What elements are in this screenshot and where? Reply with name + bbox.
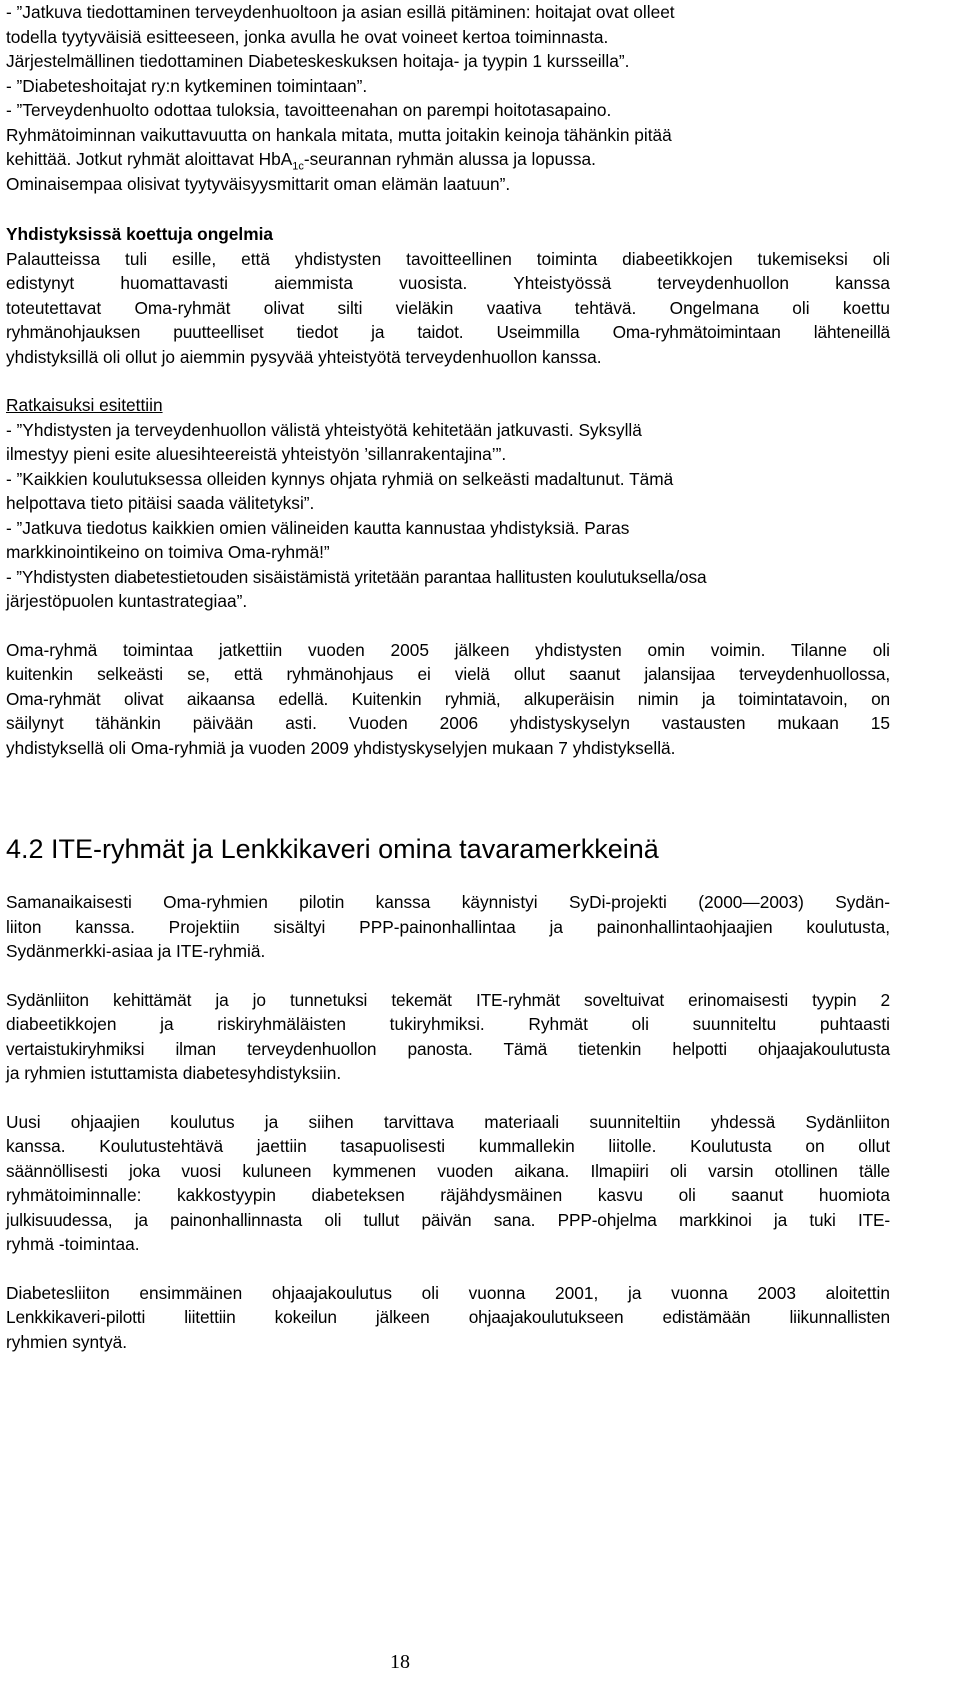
solutions-heading: Ratkaisuksi esitettiin [6, 395, 163, 415]
text-line: ilmestyy pieni esite aluesihteereistä yhteistyön ’sillanrakentajina’”. [6, 444, 507, 464]
text-line: Järjestelmällinen tiedottaminen Diabeteskeskuksen hoitaja- ja tyypin 1 kursseilla”. [6, 51, 630, 71]
text-line: edistynyt huomattavasti aiemmista vuosista. Yhteistyössä terveydenhuollon kanssa [6, 273, 890, 293]
text-line: julkisuudessa, ja painonhallinnasta oli tullut päivän sana. PPP-ohjelma markkinoi ja tuki ITE- [6, 1209, 890, 1230]
paragraph [6, 1110, 890, 1257]
text-line: Ryhmätoiminnan vaikuttavuutta on hankala mitata, mutta joitakin keinoja tähänkin pitää [6, 124, 672, 145]
paragraph [6, 1281, 890, 1355]
text-line: ryhmänohjauksen puutteelliset tiedot ja taidot. Useimmilla Oma-ryhmätoimintaan lähteneillä [6, 322, 890, 342]
text-line: - ”Diabeteshoitajat ry:n kytkeminen toimintaan”. [6, 75, 368, 96]
continuation-paragraph [6, 638, 890, 761]
solutions-section [6, 393, 890, 614]
text-line: Oma-ryhmä toimintaa jatkettiin vuoden 2005 jälkeen yhdistysten omin voimin. Tilanne oli [6, 639, 890, 660]
text-line: yhdistyksillä oli ollut jo aiemmin pysyvää yhteistyötä terveydenhuollon kanssa. [6, 346, 602, 367]
text-line: Diabetesliiton ensimmäinen ohjaajakoulutus oli vuonna 2001, ja vuonna 2003 aloitettin [6, 1282, 890, 1303]
problems-heading: Yhdistyksissä koettuja ongelmia [6, 224, 273, 244]
text-line: kanssa. Koulutustehtävä jaettiin tasapuolisesti kummallekin liitolle. Koulutusta on ollut [6, 1136, 890, 1156]
text-line: ryhmätoiminnalle: kakkostyypin diabeteksen räjähdysmäinen kasvu oli saanut huomiota [6, 1185, 890, 1205]
document-page [6, 0, 890, 1354]
text-line: säilynyt tähänkin päivään asti. Vuoden 2006 yhdistyskyselyn vastausten mukaan 15 [6, 713, 890, 733]
text-line: - ”Jatkuva tiedottaminen terveydenhuoltoon ja asian esillä pitäminen: hoitajat ovat olleet [6, 2, 675, 22]
text-line: säännöllisesti joka vuosi kuluneen kymmenen vuoden aikana. Ilmapiiri oli varsin otollinen tälle [6, 1160, 890, 1181]
text-line: todella tyytyväisiä esitteeseen, jonka avulla he ovat voineet kertoa toiminnasta. [6, 26, 609, 47]
subscript: 1c [292, 160, 304, 173]
text-line: - ”Jatkuva tiedotus kaikkien omien välineiden kautta kannustaa yhdistyksiä. Paras [6, 517, 630, 538]
text-line: helpottava tieto pitäisi saada välitetyksi”. [6, 493, 315, 513]
text-line: - ”Kaikkien koulutuksessa olleiden kynnys ohjata ryhmiä on selkeästi madaltunut. Tämä [6, 468, 674, 489]
text-segment: kehittää. Jotkut ryhmät aloittavat HbA [6, 149, 293, 169]
text-segment: -seurannan ryhmän alussa ja lopussa. [303, 149, 596, 169]
text-line: ryhmä -toimintaa. [6, 1234, 140, 1254]
text-line: vertaistukiryhmiksi ilman terveydenhuollon panosta. Tämä tietenkin helpotti ohjaajakoulutusta [6, 1038, 890, 1059]
feedback-quotes [6, 0, 890, 196]
section-heading: 4.2 ITE-ryhmät ja Lenkkikaveri omina tavaramerkkeinä [6, 834, 659, 864]
text-line: liiton kanssa. Projektiin sisältyi PPP-painonhallintaa ja painonhallintaohjaajien koulutusta, [6, 916, 890, 937]
paragraph [6, 890, 890, 964]
text-line: - ”Yhdistysten ja terveydenhuollon välistä yhteistyötä kehitetään jatkuvasti. Syksyllä [6, 419, 642, 440]
text-line: Lenkkikaveri-pilotti liitettiin kokeilun jälkeen ohjaajakoulutukseen edistämään liikunnallisten [6, 1307, 890, 1327]
text-line: järjestöpuolen kuntastrategiaa”. [6, 591, 248, 611]
text-line: yhdistyksellä oli Oma-ryhmiä ja vuoden 2009 yhdistyskyselyjen mukaan 7 yhdistyksellä. [6, 737, 676, 758]
text-line: Palautteissa tuli esille, että yhdistysten tavoitteellinen toiminta diabeetikkojen tukemiseksi oli [6, 248, 890, 269]
problems-section [6, 222, 890, 369]
text-line: ja ryhmien istuttamista diabetesyhdistyksiin. [6, 1063, 342, 1083]
page-number: 18 [390, 1651, 410, 1673]
text-line: Ominaisempaa olisivat tyytyväisyysmittarit oman elämän laatuun”. [6, 173, 511, 194]
paragraph [6, 988, 890, 1086]
text-line: - ”Terveydenhuolto odottaa tuloksia, tavoitteenahan on parempi hoitotasapaino. [6, 100, 612, 120]
text-line: markkinointikeino on toimiva Oma-ryhmä!” [6, 542, 330, 562]
text-line: Uusi ohjaajien koulutus ja siihen tarvittava materiaali suunniteltiin yhdessä Sydänliiton [6, 1111, 890, 1132]
text-line: - ”Yhdistysten diabetestietouden sisäistämistä yritetään parantaa hallitusten koulutuksella/osa [6, 566, 707, 587]
text-line: diabeetikkojen ja riskiryhmäläisten tukiryhmiksi. Ryhmät oli suunniteltu puhtaasti [6, 1014, 890, 1034]
text-line-hba1c [6, 147, 890, 172]
text-line: ryhmien syntyä. [6, 1331, 128, 1352]
text-line: toteutettavat Oma-ryhmät olivat silti vieläkin vaativa tehtävä. Ongelmana oli koettu [6, 297, 890, 318]
text-line: kuitenkin selkeästi se, että ryhmänohjaus ei vielä ollut saanut jalansijaa terveydenhuollossa, [6, 664, 890, 684]
text-line: Sydänliiton kehittämät ja jo tunnetuksi tekemät ITE-ryhmät soveltuivat erinomaisesti tyypin 2 [6, 989, 890, 1010]
text-line: Samanaikaisesti Oma-ryhmien pilotin kanssa käynnistyi SyDi-projekti (2000—2003) Sydän- [6, 892, 890, 912]
text-line: Sydänmerkki-asiaa ja ITE-ryhmiä. [6, 941, 266, 961]
text-line: Oma-ryhmät olivat aikaansa edellä. Kuitenkin ryhmiä, alkuperäisin nimin ja toimintatavoin, on [6, 688, 890, 709]
